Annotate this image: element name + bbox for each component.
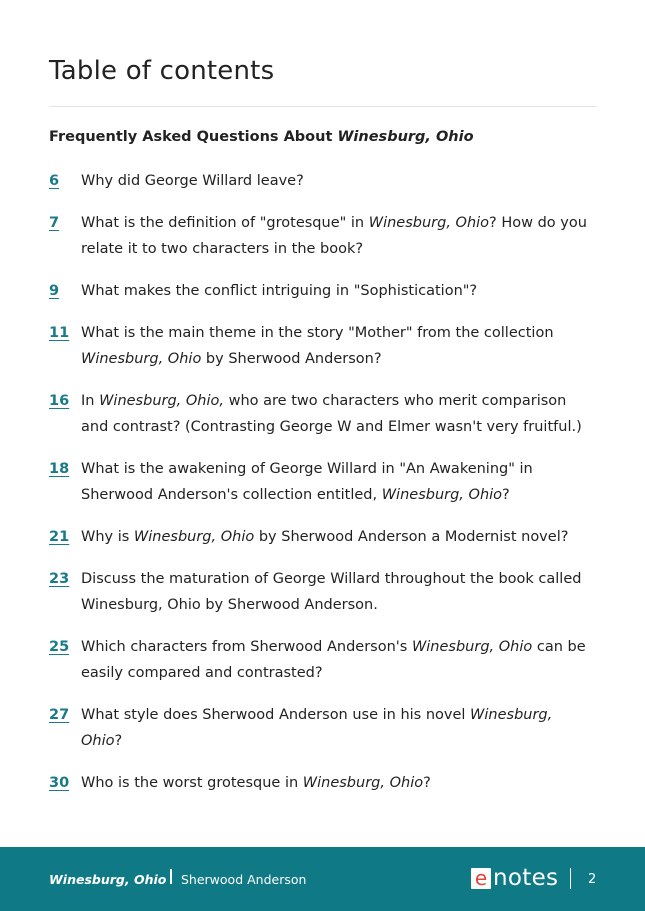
toc-question (81, 770, 597, 796)
toc-question (81, 634, 597, 686)
toc-question-italic: Winesburg, Ohio (81, 707, 553, 749)
toc-entry (49, 702, 597, 754)
toc-page-link[interactable]: 11 (49, 325, 70, 341)
toc-question (81, 388, 597, 440)
toc-question-italic: Winesburg, Ohio (368, 215, 490, 231)
toc-question (81, 702, 597, 754)
section-heading-prefix: Frequently Asked Questions About (49, 129, 338, 145)
toc-entry (49, 770, 597, 796)
toc-page-link[interactable]: 23 (49, 571, 70, 587)
page-title: Table of contents (49, 56, 275, 86)
toc-question-text: What makes the conflict intriguing in "Sophistication"? (81, 283, 478, 299)
footer-divider-right (570, 868, 571, 889)
toc-question-italic: Winesburg, Ohio (133, 529, 255, 545)
toc-entry (49, 634, 597, 686)
toc-entry (49, 168, 597, 194)
toc-question-text: Who is the worst grotesque in (81, 775, 303, 791)
toc-question (81, 566, 597, 618)
toc-question-text: who are two characters who merit comparison and contrast? (Contrasting George W and Elmer wasn't very fruitful.) (81, 393, 582, 435)
toc-question-text: What is the awakening of George Willard in "An Awakening" in Sherwood Anderson's collection entitled, (81, 461, 533, 503)
enotes-logo (471, 866, 558, 890)
toc-question-text: ? (423, 775, 431, 791)
toc-question (81, 210, 597, 262)
toc-question-text: In (81, 393, 100, 409)
logo-wordmark: notes (493, 865, 559, 891)
toc-page-link[interactable]: 30 (49, 775, 70, 791)
toc-entry (49, 566, 597, 618)
toc-question-text: Which characters from Sherwood Anderson's (81, 639, 412, 655)
toc-page-link[interactable]: 18 (49, 461, 70, 477)
toc-question-text: ? (114, 733, 123, 749)
toc-question-italic: Winesburg, Ohio (302, 775, 424, 791)
page-number: 2 (588, 872, 597, 887)
toc-question-text: Why did George Willard leave? (81, 173, 304, 189)
toc-page-link[interactable]: 6 (49, 173, 60, 189)
toc-question-text: What is the main theme in the story "Mother" from the collection (81, 325, 554, 341)
toc-page-link[interactable]: 7 (49, 215, 60, 231)
toc-entry (49, 278, 597, 304)
toc-question-italic: Winesburg, Ohio, (99, 393, 224, 409)
toc-page-link[interactable]: 16 (49, 393, 70, 409)
toc-question-text: Why is (81, 529, 134, 545)
footer-divider (170, 869, 172, 884)
toc-question (81, 320, 597, 372)
toc-question-text: What is the definition of "grotesque" in (81, 215, 369, 231)
toc-question-italic: Winesburg, Ohio (81, 351, 202, 367)
toc-question-text: ? How do you relate it to two characters in the book? (81, 215, 587, 257)
title-divider (49, 106, 597, 107)
section-heading (49, 129, 474, 145)
footer-author: Sherwood Anderson (181, 872, 307, 887)
toc-entry (49, 210, 597, 262)
toc-entry (49, 456, 597, 508)
footer-book-title: Winesburg, Ohio (49, 872, 167, 887)
toc-question-italic: Winesburg, Ohio (381, 487, 503, 503)
toc-page-link[interactable]: 9 (49, 283, 60, 299)
toc-page-link[interactable]: 27 (49, 707, 70, 723)
toc-page-link[interactable]: 21 (49, 529, 70, 545)
toc-question (81, 168, 597, 194)
toc-entry (49, 320, 597, 372)
toc-question (81, 456, 597, 508)
toc-question-text: by Sherwood Anderson a Modernist novel? (254, 529, 569, 545)
toc-question (81, 278, 597, 304)
toc-entry (49, 524, 597, 550)
toc-page-link[interactable]: 25 (49, 639, 70, 655)
toc-question-text: by Sherwood Anderson? (201, 351, 382, 367)
toc-question-italic: Winesburg, Ohio (411, 639, 533, 655)
toc-entry (49, 388, 597, 440)
toc-question-text: can be easily compared and contrasted? (81, 639, 586, 681)
logo-e-icon: e (471, 868, 491, 889)
toc-question-text: Discuss the maturation of George Willard throughout the book called Winesburg, Ohio by Sherwood Anderson. (81, 571, 582, 613)
toc-question-text: ? (502, 487, 510, 503)
toc-question-text: What style does Sherwood Anderson use in his novel (81, 707, 471, 723)
toc-question (81, 524, 597, 550)
footer (0, 847, 645, 911)
toc-list (49, 168, 597, 812)
section-heading-book: Winesburg, Ohio (337, 129, 474, 145)
